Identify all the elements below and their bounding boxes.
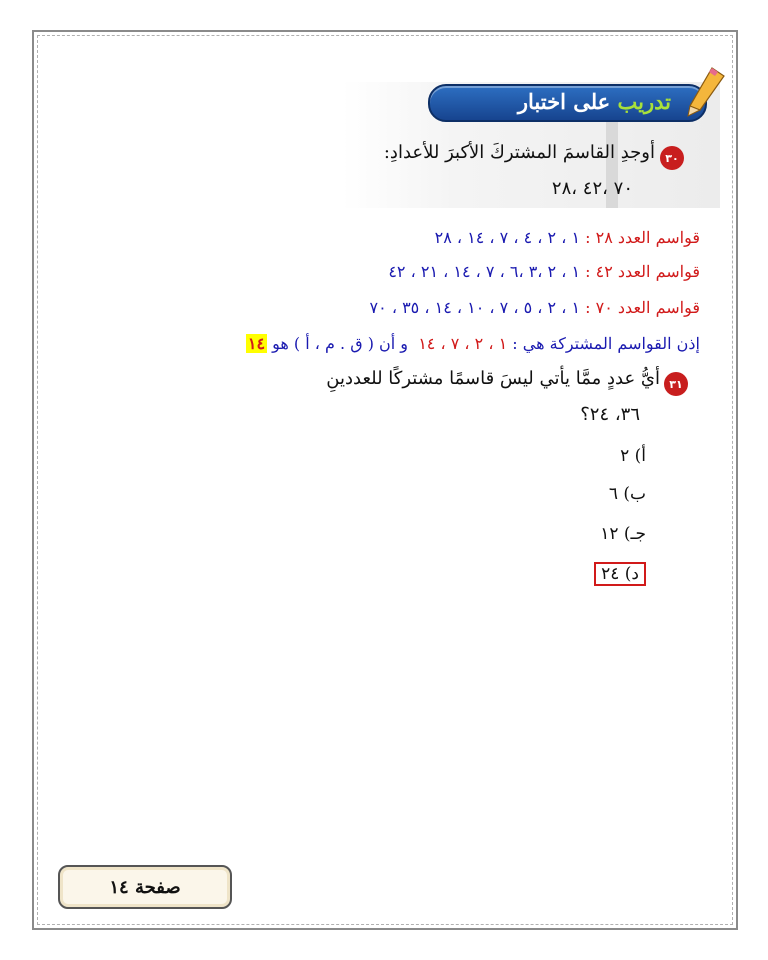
practice-banner: [428, 84, 707, 122]
divisors-42-line: [388, 262, 700, 281]
option-a-value: ٢: [620, 446, 630, 466]
option-a[interactable]: [620, 446, 646, 466]
divisors-28-line: [435, 228, 700, 247]
question-31-prompt: أيُّ عددٍ ممَّا يأتي ليسَ قاسمًا مشتركًا للعددينِ: [326, 368, 660, 389]
option-b[interactable]: [609, 484, 646, 504]
divisors-70-label: قواسم العدد ٧٠ :: [585, 298, 700, 317]
question-31-numbers: ٣٦، ٢٤؟: [580, 404, 640, 425]
option-d-label: د): [624, 564, 639, 584]
banner-title: [518, 89, 671, 114]
option-b-label: ب): [623, 484, 646, 504]
option-b-value: ٦: [608, 484, 618, 504]
conclusion-line: [246, 334, 700, 353]
question-number-badge: ٣٠: [660, 146, 684, 170]
option-c[interactable]: [600, 524, 646, 544]
banner-title-rest: على اختبار: [517, 89, 611, 114]
banner-title-accent: تدريب: [617, 89, 671, 114]
pencil-icon: [684, 66, 728, 118]
conclusion-text: إذن القواسم المشتركة هي :: [512, 334, 700, 353]
divisors-70-values: ١ ، ٢ ، ٥ ، ٧ ، ١٠ ، ١٤ ، ٣٥ ، ٧٠: [369, 298, 581, 317]
divisors-42-values: ١ ، ٢ ،٣ ،٦ ، ٧ ، ١٤ ، ٢١ ، ٤٢: [388, 262, 581, 281]
option-c-value: ١٢: [600, 524, 619, 544]
gcf-highlight: ١٤: [247, 334, 266, 353]
option-c-label: جـ): [623, 524, 646, 544]
conclusion-gcf-text: و أن ( ق . م ، أ ) هو: [272, 334, 409, 353]
option-d-value: ٢٤: [601, 564, 620, 584]
page-number-badge: صفحة ١٤: [58, 865, 232, 909]
option-d-correct[interactable]: [594, 562, 646, 586]
conclusion-values: ١ ، ٢ ، ٧ ، ١٤: [418, 334, 508, 353]
option-a-label: أ): [634, 446, 646, 466]
divisors-42-label: قواسم العدد ٤٢ :: [585, 262, 700, 281]
divisors-28-values: ١ ، ٢ ، ٤ ، ٧ ، ١٤ ، ٢٨: [434, 228, 581, 247]
question-30-prompt: أوجدِ القاسمَ المشتركَ الأكبرَ للأعدادِ:: [383, 142, 655, 163]
divisors-28-label: قواسم العدد ٢٨ :: [585, 228, 700, 247]
question-30-numbers: ٧٠ ،٤٢ ،٢٨: [551, 178, 633, 199]
question-number-badge: ٣١: [664, 372, 688, 396]
divisors-70-line: [370, 298, 700, 317]
